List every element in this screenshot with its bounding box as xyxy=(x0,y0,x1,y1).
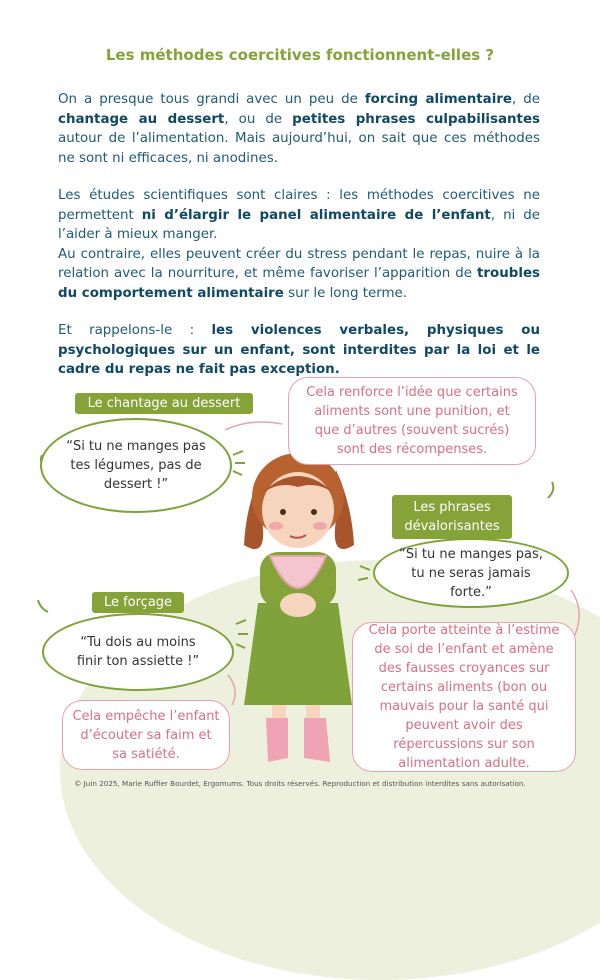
paragraph2b-segment: Au contraire, elles peuvent créer du stress pendant le repas, nuire à la relation avec la nourriture, et même favoriser l’apparition de xyxy=(58,246,540,281)
quote-chantage-bubble: “Si tu ne manges pas tes légumes, pas de dessert !” xyxy=(40,418,232,513)
paragraph2-segment: Les études scientifiques sont claires : les méthodes coercitives ne permettent xyxy=(58,188,540,223)
connector-phrases xyxy=(571,590,579,635)
paragraph2-segment: ni d’élargir le panel alimentaire de l’enfant xyxy=(141,207,491,223)
label-forcage: Le forçage xyxy=(92,592,184,613)
connector-forcage xyxy=(228,675,235,705)
label-phrases: Les phrases dévalorisantes xyxy=(392,495,512,539)
paragraph1-segment: , de xyxy=(512,92,540,107)
paragraph1-segment: On a presque tous grandi avec un peu de xyxy=(58,92,365,107)
quote-forcage-bubble: “Tu dois au moins finir ton assiette !” xyxy=(42,613,234,691)
paragraph2b-segment: sur le long terme. xyxy=(283,285,408,301)
quote-phrases-bubble: “Si tu ne manges pas, tu ne seras jamais forte.” xyxy=(373,538,569,608)
copyright-footer: © Juin 2025, Marie Ruffier Bourdet, Ergomums. Tous droits réservés. Reproduction et distribution interdites sans autorisation. xyxy=(74,779,526,788)
paragraph3-segment: les violences verbales, physiques ou psychologiques sur un enfant, sont interdites par la loi et le cadre du repas ne fait pas exception. xyxy=(58,323,541,377)
paragraph2b-segment: troubles du comportement alimentaire xyxy=(58,266,540,301)
connector-chantage xyxy=(225,422,282,430)
paragraph1-segment: petites phrases culpabilisantes xyxy=(292,111,540,127)
paragraph1-segment: chantage au dessert xyxy=(58,111,225,127)
page-title: Les méthodes coercitives fonctionnent-elles ? xyxy=(105,46,495,64)
effect-forcage: Cela empêche l’enfant d’écouter sa faim et sa satiété. xyxy=(62,700,230,770)
paragraph2-segment: , ni de l’aider à mieux manger. xyxy=(58,207,541,242)
paragraph1-segment: autour de l’alimentation. Mais aujourd’hui, on sait que ces méthodes ne sont ni efficaces, ni anodines. xyxy=(58,131,540,166)
paragraph1-segment: , ou de xyxy=(224,111,293,127)
paragraph1-segment: forcing alimentaire xyxy=(364,92,512,107)
label-chantage: Le chantage au dessert xyxy=(75,393,253,414)
paragraph3-segment: Et rappelons-le : xyxy=(58,323,212,338)
effect-phrases: Cela porte atteinte à l’estime de soi de l’enfant et amène des fausses croyances sur certains aliments (bon ou mauvais pour la santé qui peuvent avoir des répercussions sur son alimentation adulte. xyxy=(352,622,576,772)
girl-illustration xyxy=(244,453,354,762)
effect-chantage: Cela renforce l’idée que certains aliments sont une punition, et que d’autres (souvent sucrés) sont des récompenses. xyxy=(288,377,536,465)
